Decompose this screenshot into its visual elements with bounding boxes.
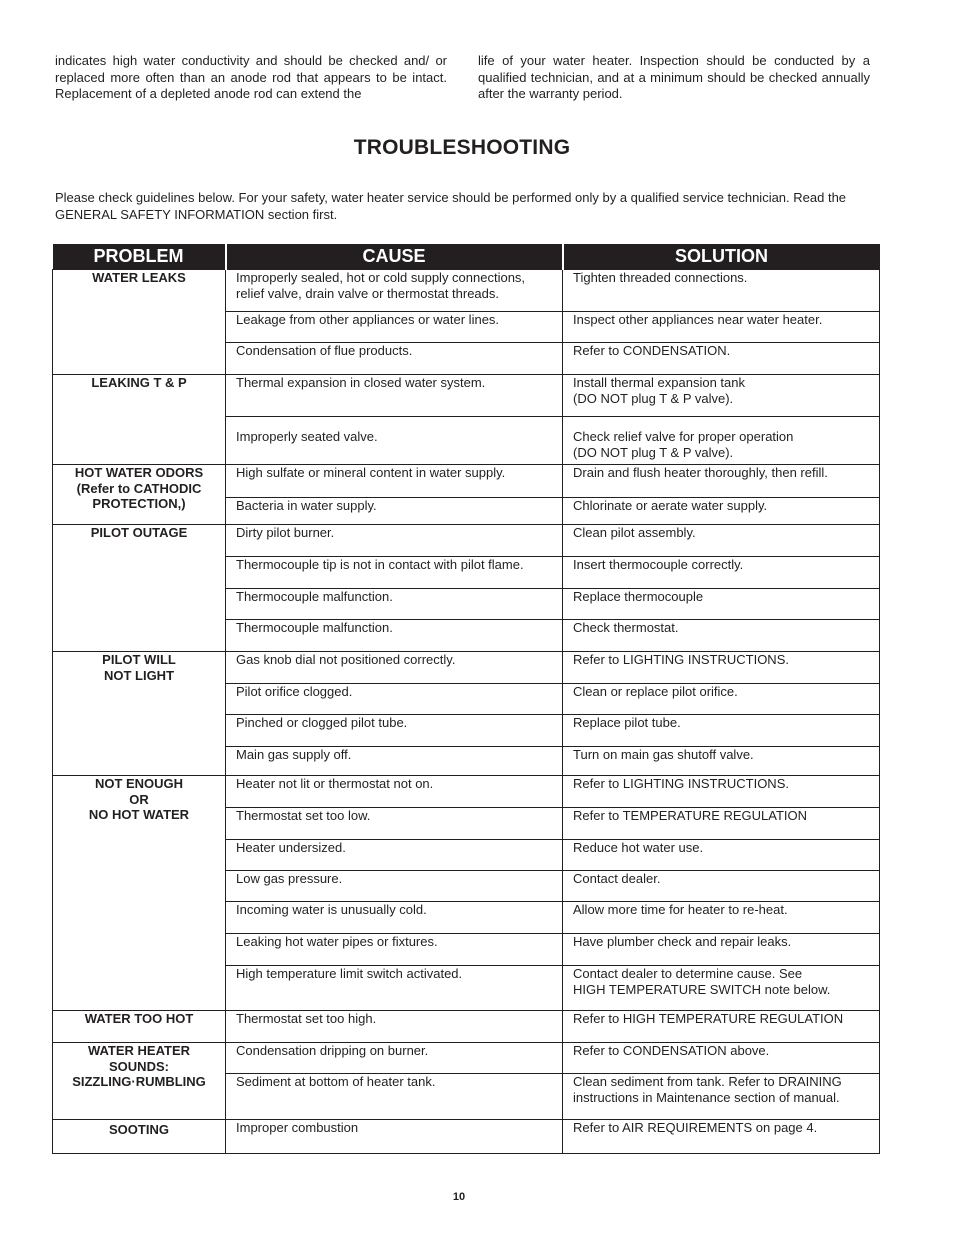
problem-water-heater-sounds: WATER HEATER SOUNDS: SIZZLING·RUMBLING — [53, 1043, 226, 1120]
solution-cell: Drain and flush heater thoroughly, then refill. — [563, 465, 880, 498]
solution-cell: Contact dealer to determine cause. See HIGH TEMPERATURE SWITCH note below. — [563, 966, 880, 1011]
cause-cell: Heater undersized. — [226, 840, 563, 871]
solution-cell: Replace pilot tube. — [563, 715, 880, 747]
cause-cell: Thermostat set too high. — [226, 1011, 563, 1043]
table-row — [53, 1043, 880, 1074]
cause-cell: Leakage from other appliances or water lines. — [226, 312, 563, 343]
cause-cell: Gas knob dial not positioned correctly. — [226, 652, 563, 684]
section-title: TROUBLESHOOTING — [353, 136, 571, 159]
problem-not-enough-hot-water: NOT ENOUGH OR NO HOT WATER — [53, 776, 226, 1011]
solution-cell: Check relief valve for proper operation (DO NOT plug T & P valve). — [563, 417, 880, 465]
lead-paragraph: Please check guidelines below. For your safety, water heater service should be performed only by a qualified service technician. Read the GENERAL SAFETY INFORMATION section first. — [55, 190, 847, 222]
intro-left-column: indicates high water conductivity and should be checked and/ or replaced more often than an anode rod that appears to be intact. Replacement of a depleted anode rod can extend the — [55, 53, 447, 101]
cause-cell: Leaking hot water pipes or fixtures. — [226, 934, 563, 966]
solution-cell: Check thermostat. — [563, 620, 880, 652]
table-row — [53, 270, 880, 312]
solution-cell: Tighten threaded connections. — [563, 270, 880, 312]
solution-cell: Refer to LIGHTING INSTRUCTIONS. — [563, 776, 880, 808]
cause-cell: Sediment at bottom of heater tank. — [226, 1074, 563, 1120]
cause-cell: Thermocouple malfunction. — [226, 589, 563, 620]
problem-pilot-outage: PILOT OUTAGE — [53, 525, 226, 652]
problem-leaking-tp: LEAKING T & P — [53, 375, 226, 465]
cause-cell: Bacteria in water supply. — [226, 498, 563, 525]
cause-cell: Thermocouple tip is not in contact with pilot flame. — [226, 557, 563, 589]
cause-cell: Pinched or clogged pilot tube. — [226, 715, 563, 747]
cause-cell: Incoming water is unusually cold. — [226, 902, 563, 934]
problem-pilot-will-not-light: PILOT WILL NOT LIGHT — [53, 652, 226, 776]
solution-cell: Replace thermocouple — [563, 589, 880, 620]
problem-hot-water-odors: HOT WATER ODORS (Refer to CATHODIC PROTECTION,) — [53, 465, 226, 525]
problem-water-too-hot: WATER TOO HOT — [53, 1011, 226, 1043]
cause-cell: Low gas pressure. — [226, 871, 563, 902]
table-row — [53, 776, 880, 808]
table-row — [53, 525, 880, 557]
cause-cell: Improperly sealed, hot or cold supply connections, relief valve, drain valve or thermostat threads. — [226, 270, 563, 312]
solution-cell: Inspect other appliances near water heater. — [563, 312, 880, 343]
cause-cell: High sulfate or mineral content in water supply. — [226, 465, 563, 498]
solution-cell: Clean or replace pilot orifice. — [563, 684, 880, 715]
cause-cell: Thermocouple malfunction. — [226, 620, 563, 652]
intro-text — [55, 53, 870, 103]
table-row — [53, 1011, 880, 1043]
solution-cell: Chlorinate or aerate water supply. — [563, 498, 880, 525]
cause-cell: Dirty pilot burner. — [226, 525, 563, 557]
cause-cell: Heater not lit or thermostat not on. — [226, 776, 563, 808]
cause-cell: Improperly seated valve. — [226, 417, 563, 465]
problem-water-leaks: WATER LEAKS — [53, 270, 226, 375]
solution-cell: Clean sediment from tank. Refer to DRAINING instructions in Maintenance section of manual. — [563, 1074, 880, 1120]
header-solution: SOLUTION — [563, 244, 880, 270]
cause-cell: High temperature limit switch activated. — [226, 966, 563, 1011]
solution-cell: Insert thermocouple correctly. — [563, 557, 880, 589]
solution-cell: Turn on main gas shutoff valve. — [563, 747, 880, 776]
solution-cell: Allow more time for heater to re-heat. — [563, 902, 880, 934]
solution-cell: Clean pilot assembly. — [563, 525, 880, 557]
solution-cell: Reduce hot water use. — [563, 840, 880, 871]
cause-cell: Condensation of flue products. — [226, 343, 563, 375]
header-cause: CAUSE — [226, 244, 563, 270]
troubleshooting-table — [52, 244, 880, 1154]
solution-cell: Refer to TEMPERATURE REGULATION — [563, 808, 880, 840]
problem-sooting: SOOTING — [53, 1120, 226, 1154]
intro-right-column: life of your water heater. Inspection should be conducted by a qualified technician, and at a minimum should be checked annually after the warranty period. — [478, 53, 870, 101]
cause-cell: Main gas supply off. — [226, 747, 563, 776]
solution-cell: Refer to AIR REQUIREMENTS on page 4. — [563, 1120, 880, 1154]
cause-cell: Pilot orifice clogged. — [226, 684, 563, 715]
solution-cell: Refer to CONDENSATION. — [563, 343, 880, 375]
solution-cell: Have plumber check and repair leaks. — [563, 934, 880, 966]
table-row — [53, 465, 880, 498]
cause-cell: Thermostat set too low. — [226, 808, 563, 840]
table-row — [53, 375, 880, 417]
solution-cell: Refer to LIGHTING INSTRUCTIONS. — [563, 652, 880, 684]
header-problem: PROBLEM — [53, 244, 226, 270]
page-number: 10 — [452, 1191, 466, 1203]
table-row — [53, 652, 880, 684]
solution-cell: Install thermal expansion tank (DO NOT plug T & P valve). — [563, 375, 880, 417]
cause-cell: Thermal expansion in closed water system. — [226, 375, 563, 417]
cause-cell: Improper combustion — [226, 1120, 563, 1154]
solution-cell: Contact dealer. — [563, 871, 880, 902]
solution-cell: Refer to HIGH TEMPERATURE REGULATION — [563, 1011, 880, 1043]
solution-cell: Refer to CONDENSATION above. — [563, 1043, 880, 1074]
table-row — [53, 1120, 880, 1154]
table-header-row — [53, 244, 880, 270]
cause-cell: Condensation dripping on burner. — [226, 1043, 563, 1074]
